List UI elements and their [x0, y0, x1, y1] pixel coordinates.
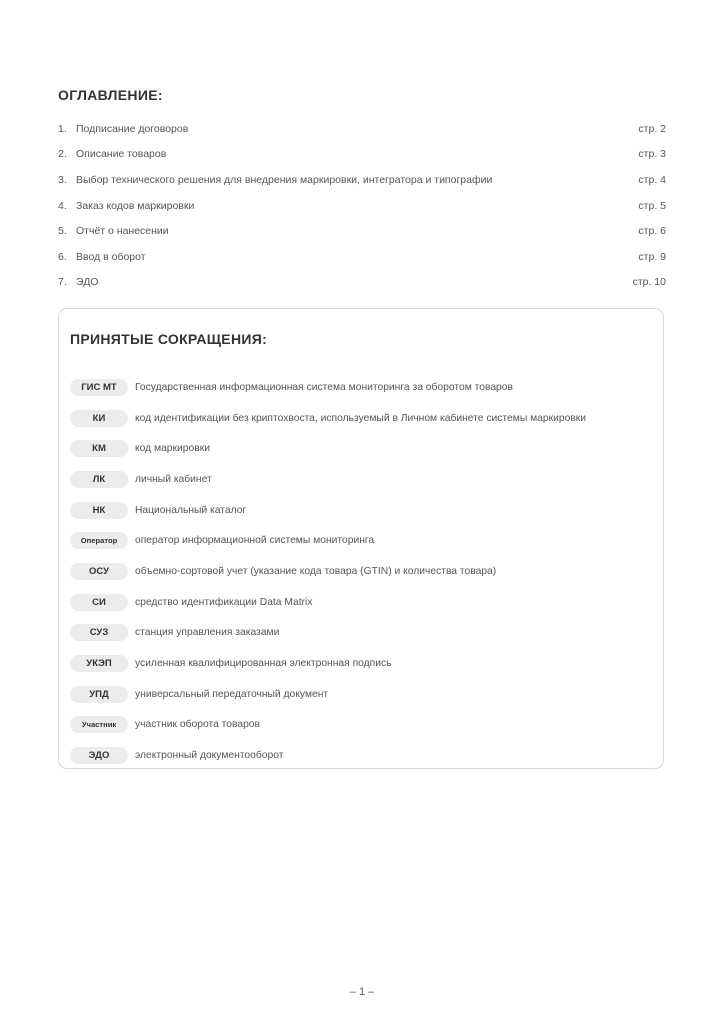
abbreviation-row: [70, 648, 655, 679]
abbreviation-definition: Национальный каталог: [135, 504, 247, 516]
abbreviation-definition: личный кабинет: [135, 473, 212, 485]
abbreviation-definition: станция управления заказами: [135, 627, 280, 639]
toc-title: ОГЛАВЛЕНИЕ:: [58, 87, 163, 103]
abbreviation-badge: КИ: [70, 410, 128, 427]
abbreviation-definition: средство идентификации Data Matrix: [135, 596, 313, 608]
page-number: – 1 –: [349, 986, 375, 998]
abbreviation-row: [70, 587, 655, 618]
toc-item[interactable]: [58, 167, 666, 193]
toc-item-text: Отчёт о нанесении: [76, 225, 169, 238]
abbreviation-badge: Участник: [70, 716, 128, 733]
toc-item-number: 7.: [58, 276, 67, 289]
toc-item-page: стр. 5: [638, 199, 666, 212]
abbreviation-definition: универсальный передаточный документ: [135, 688, 329, 700]
abbreviation-definition: электронный документооборот: [135, 750, 284, 762]
abbreviation-row: [70, 495, 655, 526]
abbreviation-definition: код маркировки: [135, 443, 210, 455]
toc-item-number: 3.: [58, 173, 67, 186]
abbreviation-badge: ГИС МТ: [70, 379, 128, 396]
toc-item-text: ЭДО: [76, 276, 99, 289]
abbreviation-badge: КМ: [70, 440, 128, 457]
toc-item-page: стр. 10: [632, 276, 666, 289]
abbreviation-badge: УПД: [70, 686, 128, 703]
abbreviation-row: [70, 710, 655, 741]
abbreviation-row: [70, 464, 655, 495]
abbreviation-badge: ОСУ: [70, 563, 128, 580]
toc-item-page: стр. 9: [638, 250, 666, 263]
abbreviation-badge: ЛК: [70, 471, 128, 488]
toc-item-text: Описание товаров: [76, 148, 167, 161]
toc-item[interactable]: [58, 218, 666, 244]
abbreviations-title: ПРИНЯТЫЕ СОКРАЩЕНИЯ:: [70, 331, 268, 347]
toc-list: [58, 116, 666, 295]
toc-item-number: 5.: [58, 225, 67, 238]
toc-item[interactable]: [58, 244, 666, 270]
abbreviation-row: [70, 679, 655, 710]
toc-item[interactable]: [58, 270, 666, 296]
toc-item-page: стр. 2: [638, 122, 666, 135]
abbreviation-definition: участник оборота товаров: [135, 719, 261, 731]
abbreviation-definition: усиленная квалифицированная электронная подпись: [135, 658, 392, 670]
abbreviation-row: [70, 556, 655, 587]
abbreviation-badge: Оператор: [70, 532, 128, 549]
abbreviation-definition: код идентификации без криптохвоста, используемый в Личном кабинете системы маркировки: [135, 412, 587, 424]
abbreviations-box: [58, 308, 664, 769]
abbreviation-badge: НК: [70, 502, 128, 519]
abbreviation-definition: объемно-сортовой учет (указание кода товара (GTIN) и количества товара): [135, 565, 497, 577]
toc-item-page: стр. 6: [638, 225, 666, 238]
abbreviation-badge: УКЭП: [70, 655, 128, 672]
toc-item-page: стр. 4: [638, 173, 666, 186]
abbreviation-row: [70, 525, 655, 556]
toc-item-page: стр. 3: [638, 148, 666, 161]
toc-item-number: 4.: [58, 199, 67, 212]
abbreviation-definition: Государственная информационная система мониторинга за оборотом товаров: [135, 381, 513, 393]
toc-item-number: 2.: [58, 148, 67, 161]
abbreviation-badge: ЭДО: [70, 747, 128, 764]
toc-item-number: 6.: [58, 250, 67, 263]
toc-item-text: Выбор технического решения для внедрения маркировки, интегратора и типографии: [76, 173, 493, 186]
abbreviation-row: [70, 433, 655, 464]
toc-item[interactable]: [58, 193, 666, 219]
toc-item-text: Подписание договоров: [76, 122, 189, 135]
abbreviation-row: [70, 740, 655, 771]
toc-item-text: Заказ кодов маркировки: [76, 199, 195, 212]
abbreviation-row: [70, 403, 655, 434]
abbreviation-badge: СУЗ: [70, 624, 128, 641]
abbreviation-row: [70, 372, 655, 403]
abbreviations-list: [70, 372, 655, 771]
toc-item[interactable]: [58, 116, 666, 142]
toc-item-number: 1.: [58, 122, 67, 135]
toc-item-text: Ввод в оборот: [76, 250, 146, 263]
abbreviation-row: [70, 618, 655, 649]
abbreviation-badge: СИ: [70, 594, 128, 611]
toc-item[interactable]: [58, 142, 666, 168]
abbreviation-definition: оператор информационной системы мониторинга: [135, 535, 375, 547]
